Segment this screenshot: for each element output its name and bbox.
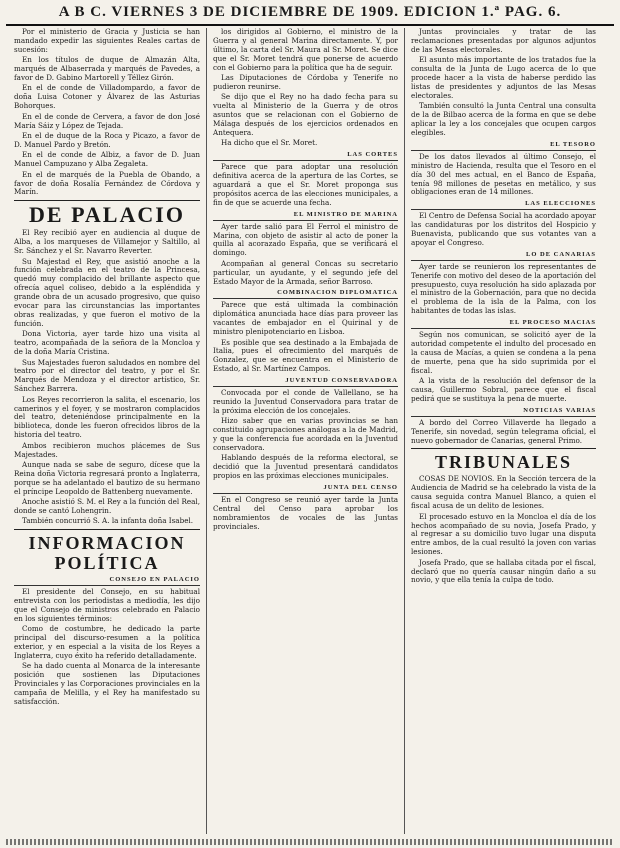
paragraph: Parece que está ultimada la combinación diplomática anunciada hace días para proveer las vacantes de embajador en el Quirinal y de ministro plenipotenciario en Lisboa. (213, 300, 398, 337)
col1-paras (14, 28, 200, 197)
paragraph: El asunto más importante de los tratados fue la consulta de la Junta de Lugo acerca de lo que procede hacer a la vista de haberse perdido las listas de presidentes y adjuntos de las Mesas electorales. (411, 55, 596, 100)
paragraph: El presidente del Consejo, en su habitual entrevista con los periodistas a mediodía, les dijo que el Consejo de ministros celebrado en Palacio en los siguientes términos: (14, 587, 200, 623)
subheading-cortes: LAS CORTES (213, 151, 398, 161)
paragraph: También concurrió S. A. la infanta doña Isabel. (22, 516, 194, 526)
paragraph: Hablando después de la reforma electoral, se decidió que la Juventud presentará candidatos propios en las próximas elecciones municipales. (213, 453, 398, 481)
noticias-paras (411, 419, 596, 446)
paragraph: Sus Majestades fueron saludados en nombre del teatro por el director del teatro, y por el Sr. Marqués de Mendoza y el director artístico, Sr. Sánchez Barrera. (14, 357, 200, 394)
subheading-marina: EL MINISTRO DE MARINA (213, 211, 398, 221)
paragraph: Josefa Prado, que se hallaba citada por el fiscal, declaró que no quería causar ningún daño a su novio, y que ella tenía la culpa de todo. (411, 557, 596, 585)
paragraph: También consultó la Junta Central una consulta de la de Bilbao acerca de la forma en que se debe aplicar la ley a los concejales que ocupen cargos elegibles. (411, 101, 596, 137)
column-3 (404, 28, 602, 834)
section-title-tribunales: TRIBUNALES (434, 452, 573, 473)
censo-paras (213, 496, 398, 532)
paragraph: Es posible que sea destinado a la Embajada de Italia, pues el ofrecimiento del marqués de Gonzalez, que se encuentra en el Ministerio de Estado, al Sr. Martínez Campos. (213, 337, 398, 374)
paragraph: Los Reyes recorrieron la salita, el escenario, los camerinos y el foyer, y se mostraron complacidos del teatro, deteniéndose principalmente en la biblioteca, donde les fueron ofrecidos libros de la historia del teatro. (14, 394, 200, 440)
paragraph: Ayer tarde se reunieron los representantes de Tenerife con motivo del deseo de la aportación del presupuesto, cuya resolución ha sido aplazada por el ministro de la Gobernación, para que no decida el problema de la isla de la Palma, con los habitantes de todas las islas. (411, 261, 596, 316)
column-2 (206, 28, 404, 834)
paragraph: Como de costumbre, he dedicado la parte principal del discurso-resumen a la política exterior, y en especial a la visita de los Reyes a Inglaterra, cuyo éxito ha referido detalladamente. (14, 624, 200, 661)
paragraph: Anoche asistió S. M. el Rey a la función del Real, donde se cantó Lohengrin. (14, 497, 201, 515)
tesoro-paras (411, 153, 596, 198)
subheading-juventud: JUVENTUD CONSERVADORA (213, 377, 398, 387)
paragraph: En el Congreso se reunió ayer tarde la Junta Central del Censo para aprobar los nombramientos de vocales de las Juntas provinciales. (213, 495, 398, 531)
macias-paras (411, 331, 596, 404)
col2-paras (213, 28, 398, 148)
subheading-diplomatica: COMBINACION DIPLOMATICA (213, 289, 398, 299)
paragraph: De los datos llevados al último Consejo, el ministro de Hacienda, resulta que el Tesoro en el día 30 del mes actual, en el Banco de España, tenía 98 millones de pesetas en metálico, y sus obligaciones eran de 14 millones. (411, 151, 596, 197)
canarias-paras (411, 263, 596, 316)
subheading-elecciones: LAS ELECCIONES (411, 200, 596, 210)
subheading-canarias: LO DE CANARIAS (411, 251, 596, 261)
marina-paras (213, 223, 398, 287)
paragraph: COSAS DE NOVIOS. En la Sección tercera de la Audiencia de Madrid se ha celebrado la vista de la causa seguida contra Manuel Blanco, a quien el fiscal acusa de un delito de lesiones. (411, 474, 596, 511)
section-title-palacio: DE PALACIO (29, 202, 185, 228)
paragraph: Acompañan al general Concas su secretario particular, un ayudante, y el segundo jefe del Estado Mayor de la Armada, señor Barroso. (213, 258, 398, 286)
info-paras (14, 588, 200, 707)
paragraph: Ha dicho que el Sr. Moret. (221, 138, 318, 148)
paragraph: En el de duque de la Roca y Picazo, a favor de D. Manuel Pardo y Bretón. (14, 130, 200, 149)
paragraph: los dirigidos al Gobierno, el ministro de la Guerra y al general Marina directamente. Y, por último, la carta del Sr. Maura al Sr. Moret. Se dice que el Sr. Moret tendrá que ponerse de acuerdo con el Gobierno para la política que ha de seguir. (213, 28, 398, 72)
paragraph: El Centro de Defensa Social ha acordado apoyar las candidaturas por los distritos del Hospicio y Buenavista, publicando que sus votantes van a apoyar el Congreso. (411, 211, 596, 247)
paragraph: Aunque nada se sabe de seguro, dícese que la Reina doña Victoria regresará pronto a Inglaterra, porque se ha adelantado el bautizo de su hermano el príncipe Leopoldo de Battenberg nuevamente. (14, 459, 200, 496)
cortes-paras (213, 163, 398, 208)
column-1 (8, 28, 206, 834)
subheading-tesoro: EL TESORO (411, 141, 596, 151)
paragraph: Las Diputaciones de Córdoba y Tenerife no pudieron reunirse. (213, 73, 398, 91)
paragraph: Parece que para adoptar una resolución definitiva acerca de la apertura de las Cortes, se aguardará a que el Sr. Moret proponga sus propósitos acerca de las elecciones municipales, a fin de que se acuerde una fecha. (213, 162, 398, 207)
paragraph: Dona Victoria, ayer tarde hizo una visita al teatro, acompañada de la señora de la Moncloa y de la doña María Cristina. (14, 329, 200, 357)
juventud-paras (213, 389, 398, 481)
page-header: A B C. VIERNES 3 DE DICIEMBRE DE 1909. EDICION 1.ª PAG. 6. (6, 2, 614, 26)
paragraph: Ayer tarde salió para El Ferrol el ministro de Marina, con objeto de asistir al acto de poner la quilla al acorazado España, que se verificará el domingo. (213, 221, 398, 258)
paragraph: El procesado estuvo en la Moncloa el día de los hechos acompañado de su novia, Josefa Prado, y al regresar a su domicilio tuvo lugar una disputa entre ambos, de la cual resultó la joven con varias lesiones. (411, 511, 596, 557)
paragraph: Convocada por el conde de Vallellano, se ha reunido la Juventud Conservadora para tratar de la próxima elección de los concejales. (213, 388, 398, 415)
paragraph: Hizo saber que en varias provincias se han constituido agrupaciones análogas a la de Madrid, y que la conferencia fue acordada en la Juventud conservadora. (213, 416, 398, 452)
paragraph: Por el ministerio de Gracia y Justicia se han mandado expedir las siguientes Reales cartas de sucesión: (14, 28, 200, 54)
paragraph: En el de conde de Villadompardo, a favor de doña Luisa Cotoner y Álvarez de las Asturias Bohorques. (14, 83, 200, 111)
footer-bar (6, 839, 614, 845)
columns (8, 28, 614, 834)
subheading-macias: EL PROCESO MACIAS (411, 319, 596, 329)
subheading-censo: JUNTA DEL CENSO (213, 484, 398, 494)
diplomatica-paras (213, 301, 398, 374)
tribunales-paras (411, 475, 596, 585)
subheading-consejo: CONSEJO EN PALACIO (14, 576, 200, 586)
paragraph: En los títulos de duque de Almazán Alta, marqués de Albaserrada y marqués de Pavedes, a favor de D. Gabino Martorell y Téllez Girón. (14, 55, 200, 83)
paragraph: Juntas provinciales y tratar de las reclamaciones presentadas por algunos adjuntos de las Mesas electorales. (411, 28, 596, 54)
paragraph: A bordo del Correo Villaverde ha llegado a Tenerife, sin novedad, según telegrama oficial, el nuevo gobernador de Canarias, general Primo. (411, 417, 596, 445)
divider (411, 448, 596, 449)
paragraph: Se ha dado cuenta al Monarca de la interesante posición que sostienen las Diputaciones Provinciales y las Corporaciones provinciales en la campaña de Melilla, y el Rey ha manifestado su satisfacción. (14, 661, 200, 707)
paragraph: Según nos comunican, se solicitó ayer de la autoridad competente el indulto del procesado en la causa de Macías, a quien se condena a la pena de muerte, pena que ha sido suprimida por el fiscal. (411, 330, 596, 375)
divider (14, 529, 200, 530)
paragraph: El Rey recibió ayer en audiencia al duque de Alba, a los marqueses de Villamejor y Saltillo, al Sr. Sánchez y el Sr. Navarro Reverter. (14, 228, 200, 256)
palacio-paras (14, 229, 200, 526)
col3-paras (411, 28, 596, 138)
section-title-informacion: INFORMACION POLÍTICA (28, 533, 186, 574)
paragraph: Ambos recibieron muchos plácemes de Sus Majestades. (14, 440, 200, 459)
paragraph: A la vista de la resolución del defensor de la causa, Guillermo Sobral, parece que el fiscal pedirá que se sustituya la pena de muerte. (411, 376, 596, 403)
paragraph: Se dijo que el Rey no ha dado fecha para su vuelta al Ministerio de la Guerra y de otros asuntos que se relacionan con el Gobierno de Málaga después de los ejercicios ordenados en Antequera. (213, 92, 398, 137)
paragraph: En el de marqués de la Puebla de Obando, a favor de doña Rosalía Fernández de Córdova y Marín. (14, 169, 200, 197)
paragraph: En el de conde de Cervera, a favor de don José María Sáiz y López de Tejada. (14, 111, 200, 130)
elecciones-paras (411, 212, 596, 248)
paragraph: En el de conde de Albiz, a favor de D. Juan Manuel Campuzano y Alba Zegaleta. (14, 150, 200, 169)
paragraph: Su Majestad el Rey, que asistió anoche a la función celebrada en el teatro de la Princesa, quedó muy complacido del brillante aspecto que ofrecía aquel coliseo, debido a la espléndida y grande obra de un acusado progresivo, que quiso evocar para las circunstancias las importantes obras realizadas, y que fueron el motivo de la función. (14, 256, 200, 328)
subheading-noticias: NOTICIAS VARIAS (411, 407, 596, 417)
divider (14, 200, 200, 201)
